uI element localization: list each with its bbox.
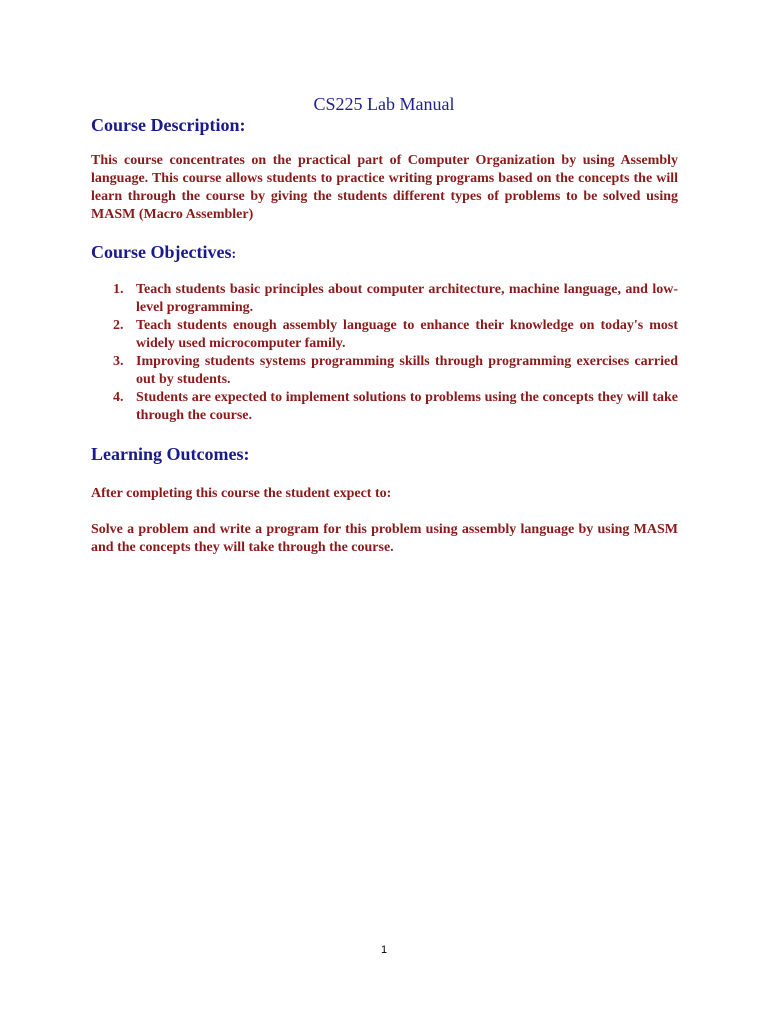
objective-number-1: 1. [113,282,124,297]
course-objectives-heading [91,240,236,267]
learning-outcomes-heading: Learning Outcomes: [91,444,250,464]
objective-number-3: 3. [113,354,124,369]
course-objectives-heading-colon: : [231,247,237,262]
course-description-heading: Course Description: [91,115,246,135]
objective-text-4: Students are expected to implement solutions to problems using the concepts they will take through the course. [136,390,678,423]
objective-item-1 [91,281,678,317]
objective-number-2: 2. [113,318,124,333]
objective-text-2: Teach students enough assembly language to enhance their knowledge on today's most widely used microcomputer family. [136,318,678,351]
objective-item-2 [91,317,678,353]
course-objectives-heading-text: Course Objectives [91,242,232,262]
objective-text-3: Improving students systems programming skills through programming exercises carried out by students. [136,354,678,387]
objective-text-1: Teach students basic principles about computer architecture, machine language, and low-level programming. [136,282,678,315]
objective-item-4 [91,389,678,425]
objective-item-3 [91,353,678,389]
page-number: 1 [380,944,388,956]
course-description-text: This course concentrates on the practical part of Computer Organization by using Assembly language. This course allows students to practice writing programs based on the concepts the will learn through the course by giving the students different types of problems to be solved using MASM (Macro Assembler) [91,153,678,222]
learning-outcomes-intro: After completing this course the student expect to: [91,486,392,501]
objective-number-4: 4. [113,390,124,405]
learning-outcomes-text: Solve a problem and write a program for this problem using assembly language by using MASM and the concepts they will take through the course. [91,522,678,555]
document-title: CS225 Lab Manual [313,94,455,114]
course-objectives-list [91,281,678,425]
